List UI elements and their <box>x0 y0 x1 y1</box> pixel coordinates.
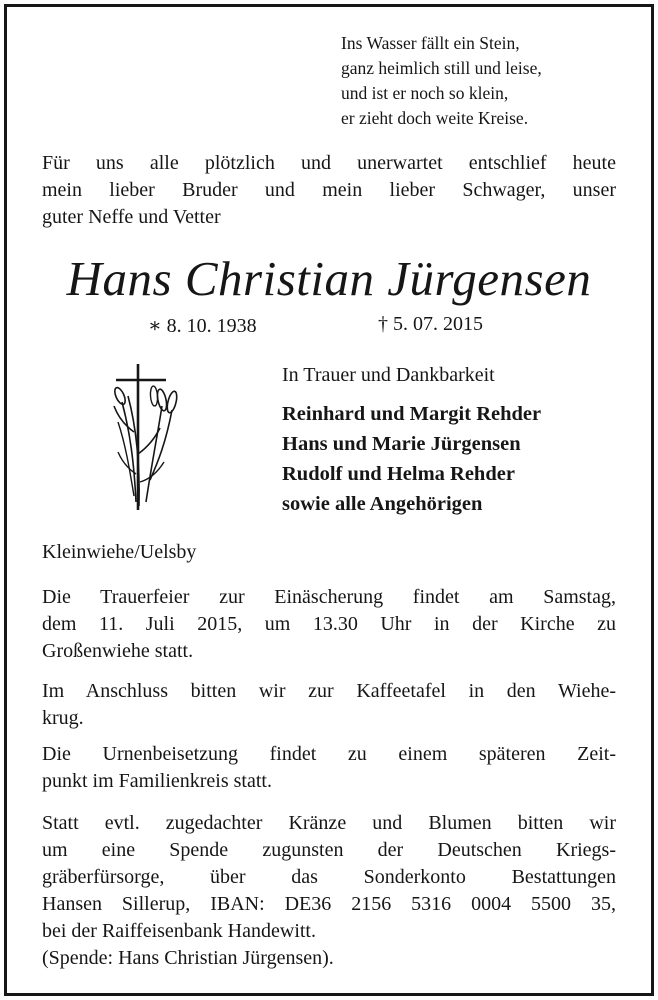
intro-line: guter Neffe und Vetter <box>42 206 221 228</box>
donation-paragraph <box>42 810 616 972</box>
paragraph-line: gräberfürsorge, über das Sonderkonto Bestattungen <box>42 866 616 888</box>
poem <box>341 31 542 131</box>
poem-line: ganz heimlich still und leise, <box>341 58 542 78</box>
paragraph-line: punkt im Familienkreis statt. <box>42 770 272 792</box>
paragraph-line: um eine Spende zugunsten der Deutschen Kriegs- <box>42 839 616 861</box>
paragraph-line: bei der Raiffeisenbank Handewitt. <box>42 920 316 942</box>
mourner-name: Hans und Marie Jürgensen <box>282 433 521 455</box>
mourner-name: Rudolf und Helma Rehder <box>282 463 515 485</box>
death-date: † 5. 07. 2015 <box>378 313 483 335</box>
poem-line: Ins Wasser fällt ein Stein, <box>341 33 520 53</box>
intro-line: mein lieber Bruder und mein lieber Schwager, unser <box>42 179 616 201</box>
urn-paragraph <box>42 741 616 795</box>
paragraph-line: (Spende: Hans Christian Jürgensen). <box>42 947 334 969</box>
paragraph-line: Großenwiehe statt. <box>42 640 194 662</box>
mourner-name: sowie alle Angehörigen <box>282 493 483 515</box>
poem-line: und ist er noch so klein, <box>341 83 509 103</box>
intro-text <box>42 150 616 231</box>
paragraph-line: Hansen Sillerup, IBAN: DE36 2156 5316 0004 5500 35, <box>42 893 616 915</box>
paragraph-line: Im Anschluss bitten wir zur Kaffeetafel in den Wiehe- <box>42 680 616 702</box>
birth-date: ∗ 8. 10. 1938 <box>148 315 257 337</box>
mourner-name: Reinhard und Margit Rehder <box>282 403 542 425</box>
mourners-list <box>282 399 541 519</box>
funeral-paragraph <box>42 584 616 665</box>
paragraph-line: dem 11. Juli 2015, um 13.30 Uhr in der Kirche zu <box>42 613 616 635</box>
paragraph-line: krug. <box>42 707 84 729</box>
paragraph-line: Die Urnenbeisetzung findet zu einem späteren Zeit- <box>42 743 616 765</box>
paragraph-line: Die Trauerfeier zur Einäscherung findet am Samstag, <box>42 586 616 608</box>
mourning-intro: In Trauer und Dankbarkeit <box>282 364 495 386</box>
poem-line: er zieht doch weite Kreise. <box>341 108 529 128</box>
intro-line: Für uns alle plötzlich und unerwartet entschlief heute <box>42 152 616 174</box>
cross-with-wheat-icon <box>106 362 186 514</box>
deceased-name: Hans Christian Jürgensen <box>66 251 592 306</box>
place-name: Kleinwiehe/Uelsby <box>42 541 197 563</box>
paragraph-line: Statt evtl. zugedachter Kränze und Blumen bitten wir <box>42 812 616 834</box>
coffee-paragraph <box>42 678 616 732</box>
